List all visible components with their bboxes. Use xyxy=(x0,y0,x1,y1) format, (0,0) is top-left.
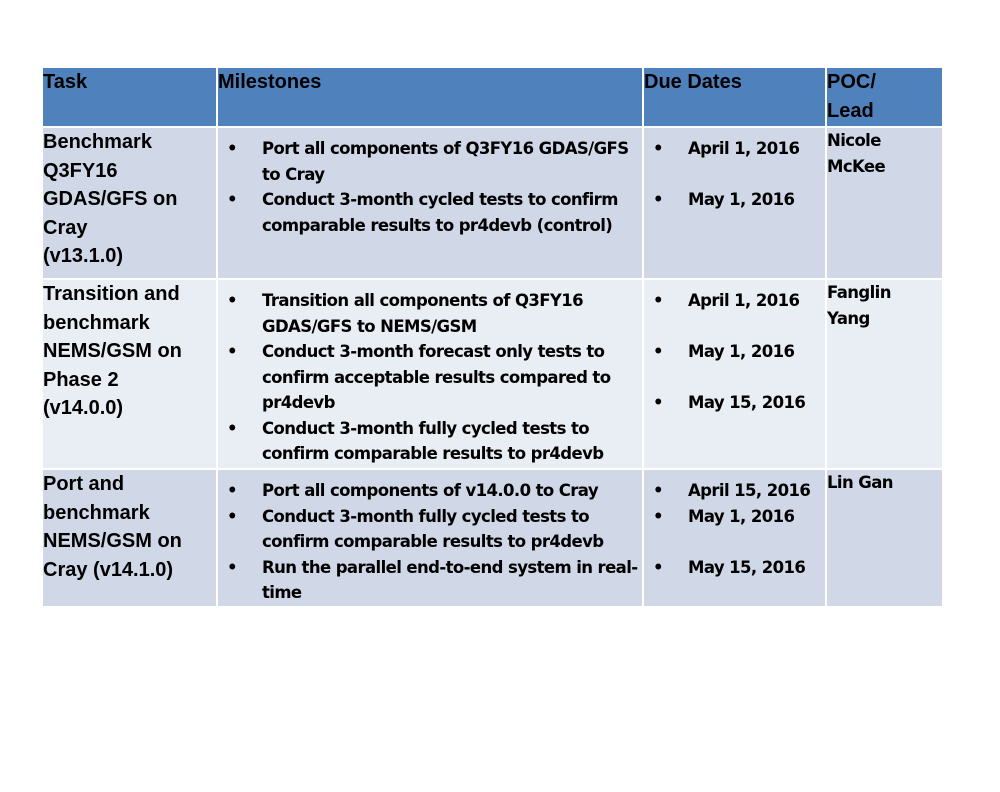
due-dates-cell xyxy=(643,279,826,469)
task-line: Cray (v14.1.0) xyxy=(43,558,174,581)
table-row xyxy=(42,127,943,279)
bullet-icon: • xyxy=(227,291,237,310)
due-date-item: • April 1, 2016 xyxy=(644,136,825,162)
task-line: (v13.1.0) xyxy=(43,245,124,267)
poc-line: Lin Gan xyxy=(827,473,893,492)
header-task: Task xyxy=(42,67,217,127)
header-row xyxy=(42,67,943,127)
due-date-item: • May 1, 2016 xyxy=(644,504,825,530)
due-date-item: • May 15, 2016 xyxy=(644,390,825,416)
milestones-table xyxy=(41,66,944,608)
bullet-icon: • xyxy=(653,342,663,361)
header-poc-line2: Lead xyxy=(827,100,874,122)
milestones-cell xyxy=(217,469,643,607)
due-date-item: • May 15, 2016 xyxy=(644,555,825,581)
milestone-item: • Run the parallel end-to-end system in real-time xyxy=(218,555,642,606)
table-row xyxy=(42,279,943,469)
task-line: NEMS/GSM on xyxy=(43,340,182,362)
task-line: Q3FY16 xyxy=(43,159,118,182)
header-poc-lead xyxy=(826,67,943,127)
poc-line: Yang xyxy=(827,308,870,328)
task-line: Port and xyxy=(43,473,125,495)
bullet-icon: • xyxy=(227,506,237,526)
header-poc-line1: POC/ xyxy=(827,71,876,93)
task-cell xyxy=(42,279,217,469)
milestone-item: • Conduct 3-month fully cycled tests to confirm comparable results to pr4devb xyxy=(218,416,642,467)
due-dates-cell xyxy=(643,469,826,607)
task-line: Phase 2 xyxy=(43,368,119,391)
bullet-icon: • xyxy=(227,139,237,158)
poc-cell xyxy=(826,127,943,279)
header-due-dates: Due Dates xyxy=(643,67,826,127)
task-line: NEMS/GSM on xyxy=(43,530,182,552)
bullet-icon: • xyxy=(653,139,663,158)
milestone-item: • Port all components of Q3FY16 GDAS/GFS to Cray xyxy=(218,136,642,187)
poc-line: Nicole xyxy=(827,131,881,150)
header-milestones: Milestones xyxy=(217,67,643,127)
milestones-cell xyxy=(217,127,643,279)
poc-line: Fanglin xyxy=(827,283,891,302)
bullet-icon: • xyxy=(653,291,663,310)
task-line: (v14.0.0) xyxy=(43,397,124,419)
task-line: benchmark xyxy=(43,501,150,524)
task-line: Transition and xyxy=(43,283,180,305)
poc-cell xyxy=(826,469,943,607)
milestone-item: • Transition all components of Q3FY16 GDAS/GFS to NEMS/GSM xyxy=(218,288,642,339)
milestones-cell xyxy=(217,279,643,469)
due-date-item: • May 1, 2016 xyxy=(644,187,825,213)
poc-line: McKee xyxy=(827,156,886,176)
bullet-icon: • xyxy=(227,557,237,577)
bullet-icon: • xyxy=(227,342,237,361)
task-cell xyxy=(42,469,217,607)
milestone-item: • Conduct 3-month cycled tests to confirm comparable results to pr4devb (control) xyxy=(218,187,642,238)
due-dates-cell xyxy=(643,127,826,279)
bullet-icon: • xyxy=(653,481,663,500)
milestone-item: • Port all components of v14.0.0 to Cray xyxy=(218,478,642,504)
task-line: Cray xyxy=(43,216,88,239)
bullet-icon: • xyxy=(653,506,663,526)
milestone-item: • Conduct 3-month fully cycled tests to confirm comparable results to pr4devb xyxy=(218,504,642,555)
bullet-icon: • xyxy=(653,190,663,209)
task-line: Benchmark xyxy=(43,131,152,153)
due-date-item: • May 1, 2016 xyxy=(644,339,825,365)
bullet-icon: • xyxy=(653,393,663,412)
poc-cell xyxy=(826,279,943,469)
task-line: GDAS/GFS on xyxy=(43,188,178,210)
bullet-icon: • xyxy=(227,418,237,438)
bullet-icon: • xyxy=(227,190,237,209)
table-row xyxy=(42,469,943,607)
due-date-item: • April 1, 2016 xyxy=(644,288,825,314)
milestone-item: • Conduct 3-month forecast only tests to confirm acceptable results compared to pr4devb xyxy=(218,339,642,416)
due-date-item: • April 15, 2016 xyxy=(644,478,825,504)
bullet-icon: • xyxy=(653,557,663,577)
task-cell xyxy=(42,127,217,279)
bullet-icon: • xyxy=(227,481,237,500)
task-line: benchmark xyxy=(43,311,150,334)
